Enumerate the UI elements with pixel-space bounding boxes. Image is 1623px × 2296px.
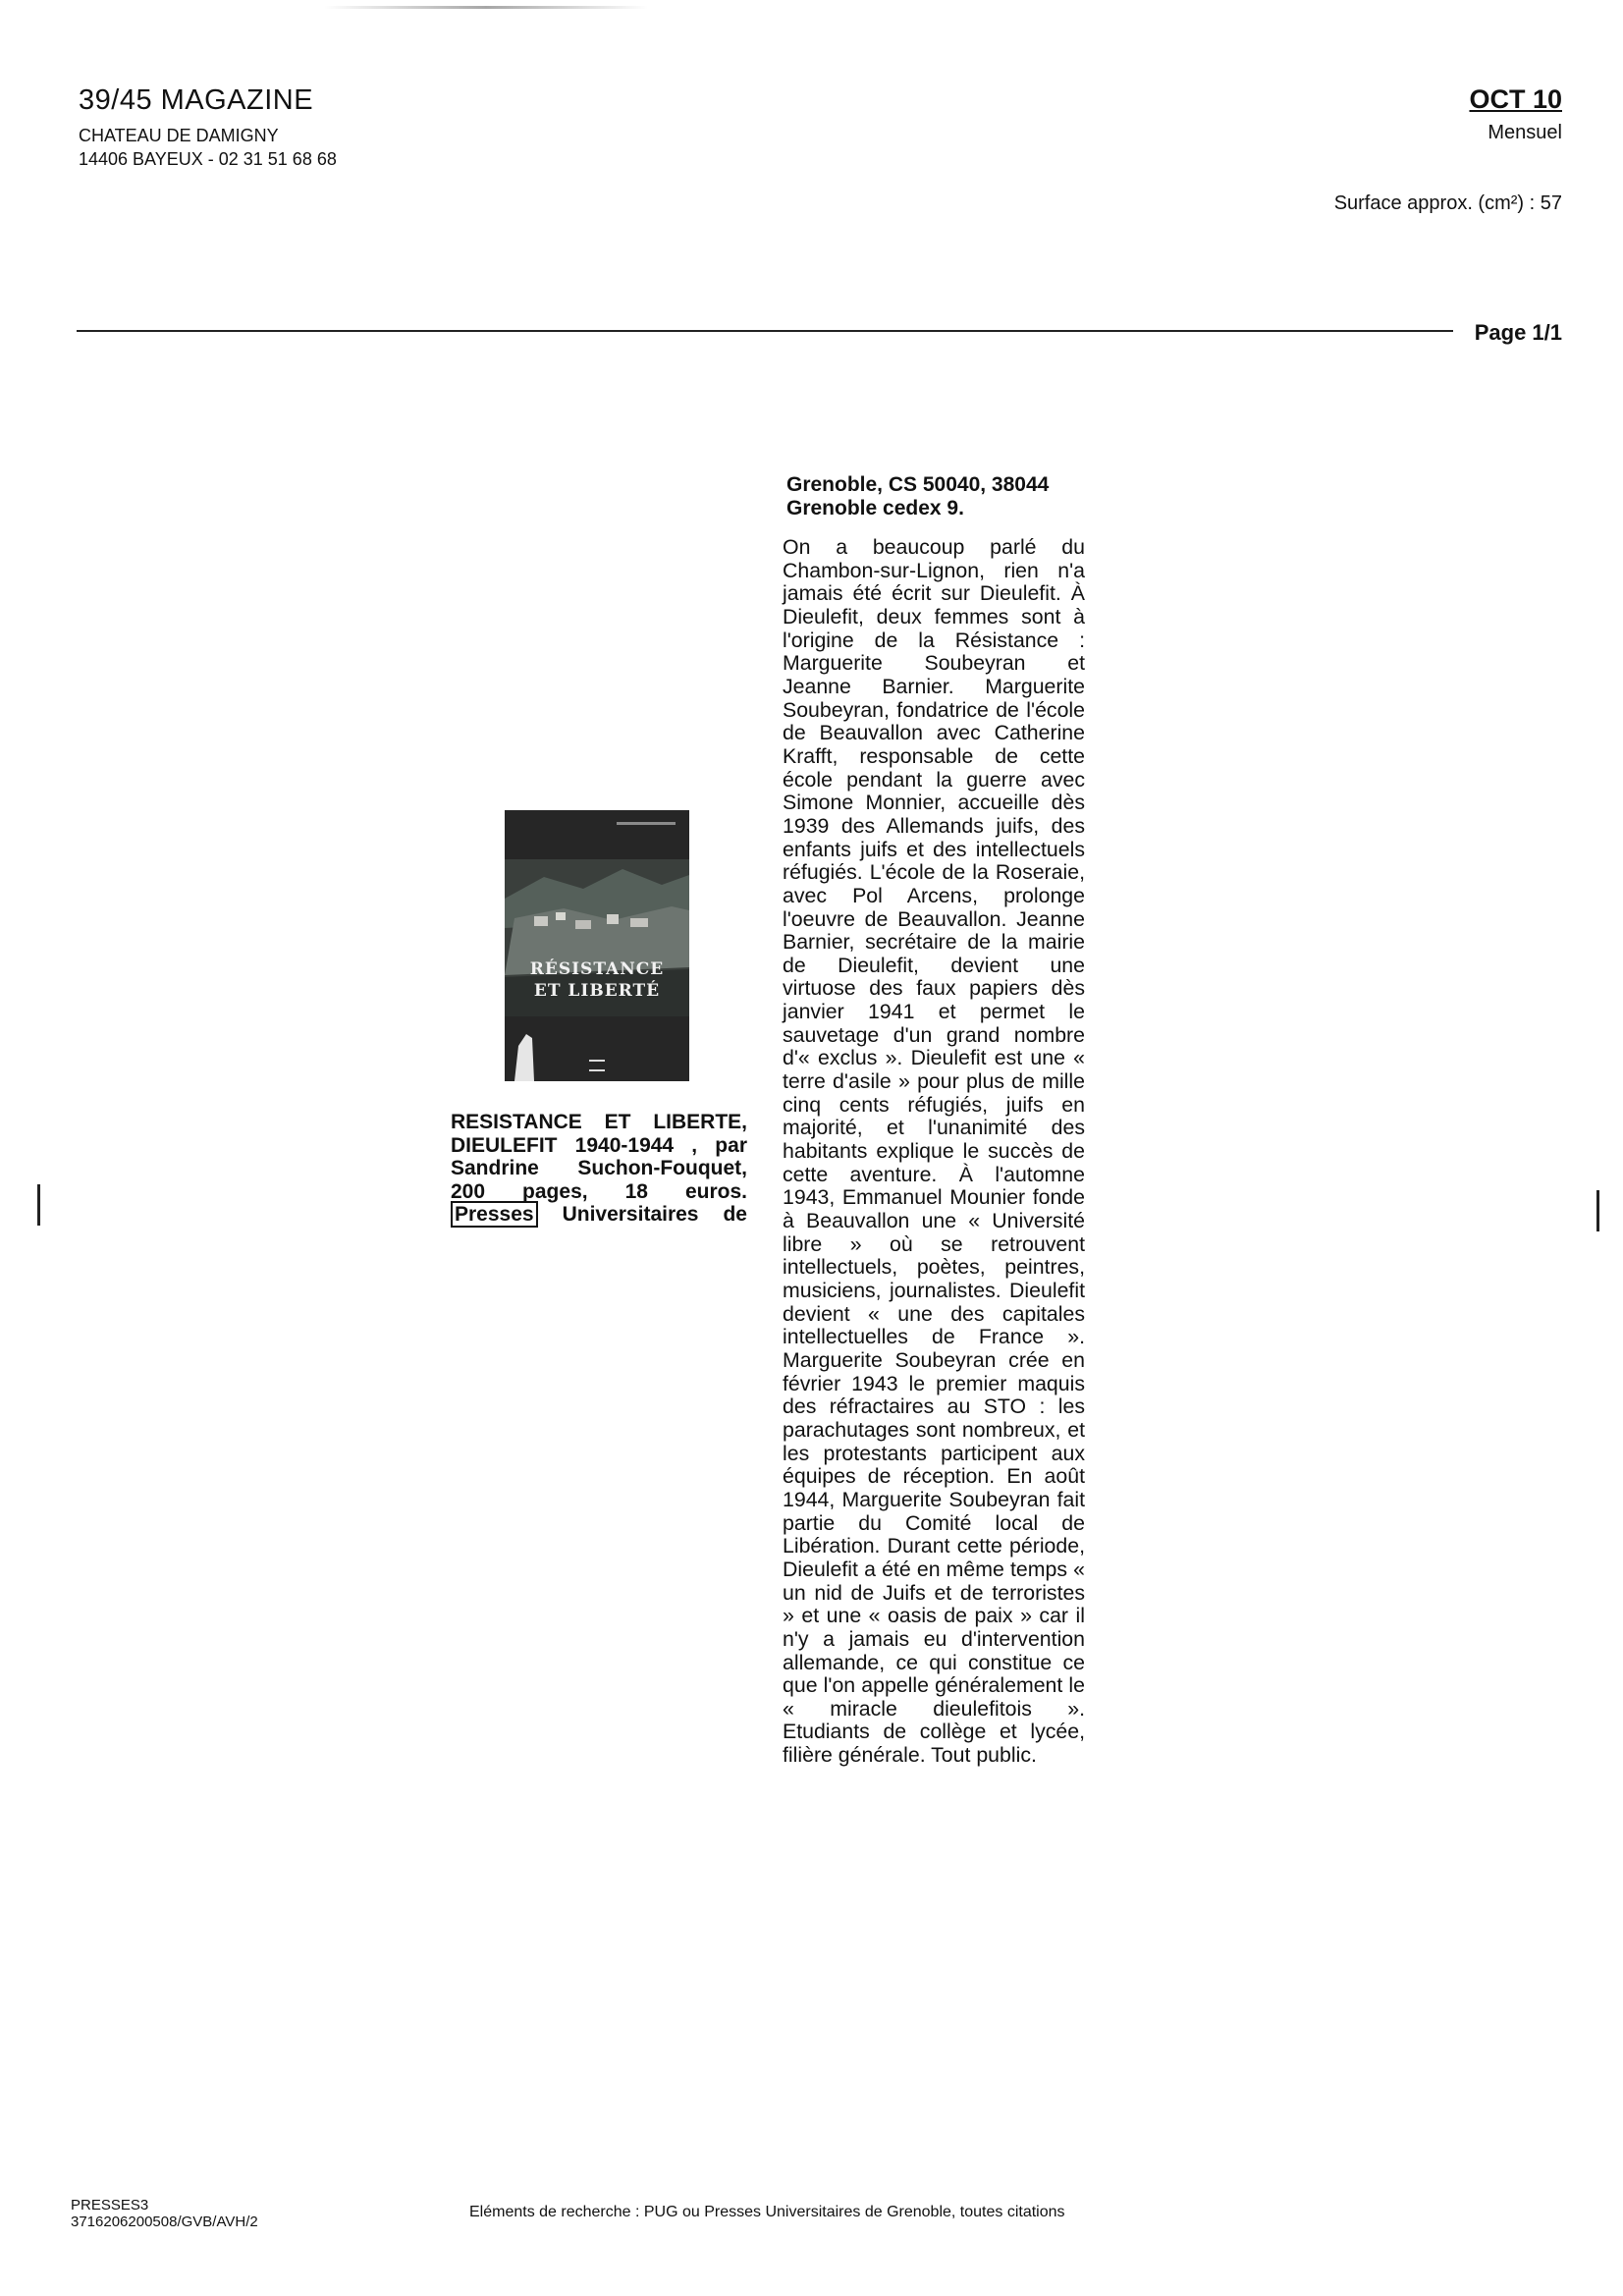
article-body: On a beaucoup parlé du Chambon-sur-Lignon, rien n'a jamais été écrit sur Dieulefit. À Dieulefit, deux femmes sont à l'origine de la Résistance : Marguerite Soubeyran et Jeanne Barnier. Marguerite Soubeyran, fondatrice de l'école de Beauvallon avec Catherine Krafft, responsable de cette école pendant la guerre avec Simone Monnier, accueille dès 1939 des Allemands juifs, des enfants juifs et des intellectuels réfugiés. L'école de la Roseraie, avec Pol Arcens, prolonge l'oeuvre de Beauvallon. Jeanne Barnier, secrétaire de la mairie de Dieulefit, devient une virtuose des faux papiers dès janvier 1941 et permet le sauvetage d'un grand nombre d'« exclus ». Dieulefit est une « terre d'asile » pour plus de mille cinq cents réfugiés, juifs en majorité, et l'unanimité des habitants explique le succès de cette aventure. À l'automne 1943, Emmanuel Mounier fonde à Beauvallon une « Université libre » où se retrouvent intellectuels, poètes, peintres, musiciens, journalistes. Dieulefit devient « une des capitales intellectuelles de France ». Marguerite Soubeyran crée en février 1943 le premier maquis des réfractaires au STO : les parachutages sont nombreux, et les protestants participent aux équipes de réception. En août 1944, Marguerite Soubeyran fait partie du Comité local de Libération. Durant cette période, Dieulefit a été en même temps « un nid de Juifs et de terroristes » et une « oasis de paix » car il n'y a jamais eu d'intervention allemande, ce qui constitue ce que l'on appelle généralement le « miracle dieulefitois ». Etudiants de collège et lycée, filière générale. Tout public. xyxy=(783,535,1085,1768)
publication-address-line1: CHATEAU DE DAMIGNY xyxy=(79,126,279,145)
surface-area: Surface approx. (cm²) : 57 xyxy=(1333,192,1562,214)
caption-line2: DIEULEFIT 1940-1944 , par xyxy=(451,1133,747,1157)
caption-line1: RESISTANCE ET LIBERTE, xyxy=(451,1111,747,1133)
footer-code-line1: PRESSES3 xyxy=(71,2197,149,2214)
header-divider xyxy=(77,330,1453,332)
footer-code-line2: 3716206200508/GVB/AVH/2 xyxy=(71,2214,258,2230)
book-cover-image xyxy=(505,810,689,1081)
caption-line4: 200 pages, 18 euros. xyxy=(451,1179,747,1203)
publication-address-line2: 14406 BAYEUX - 02 31 51 68 68 xyxy=(79,149,337,169)
scan-margin-mark-right xyxy=(1596,1190,1599,1231)
publisher-address-line2: Grenoble cedex 9. xyxy=(786,496,964,519)
caption-line3: Sandrine Suchon-Fouquet, xyxy=(451,1157,747,1179)
publisher-address xyxy=(786,473,1083,519)
publication-name: 39/45 MAGAZINE xyxy=(79,84,314,116)
cover-author-line xyxy=(617,822,676,825)
cover-title-line1: RÉSISTANCE xyxy=(529,959,665,979)
issue-frequency: Mensuel xyxy=(1488,122,1562,143)
book-caption xyxy=(451,1111,747,1227)
scan-margin-mark-left xyxy=(37,1184,40,1226)
publisher-rest: Universitaires de xyxy=(562,1203,747,1226)
cover-publisher-logo xyxy=(589,1060,605,1071)
scan-artifact xyxy=(324,6,648,9)
cover-silhouette xyxy=(505,1026,564,1081)
caption-line5 xyxy=(451,1203,747,1227)
page-number: Page 1/1 xyxy=(1474,320,1562,345)
publisher-address-line1: Grenoble, CS 50040, 38044 xyxy=(786,473,1050,496)
footer-search-note: Eléments de recherche : PUG ou Presses Universitaires de Grenoble, toutes citations xyxy=(469,2204,1065,2220)
issue-date: OCT 10 xyxy=(1469,84,1562,114)
publisher-highlight: Presses xyxy=(451,1201,538,1228)
cover-title-line2: ET LIBERTÉ xyxy=(533,981,661,1001)
